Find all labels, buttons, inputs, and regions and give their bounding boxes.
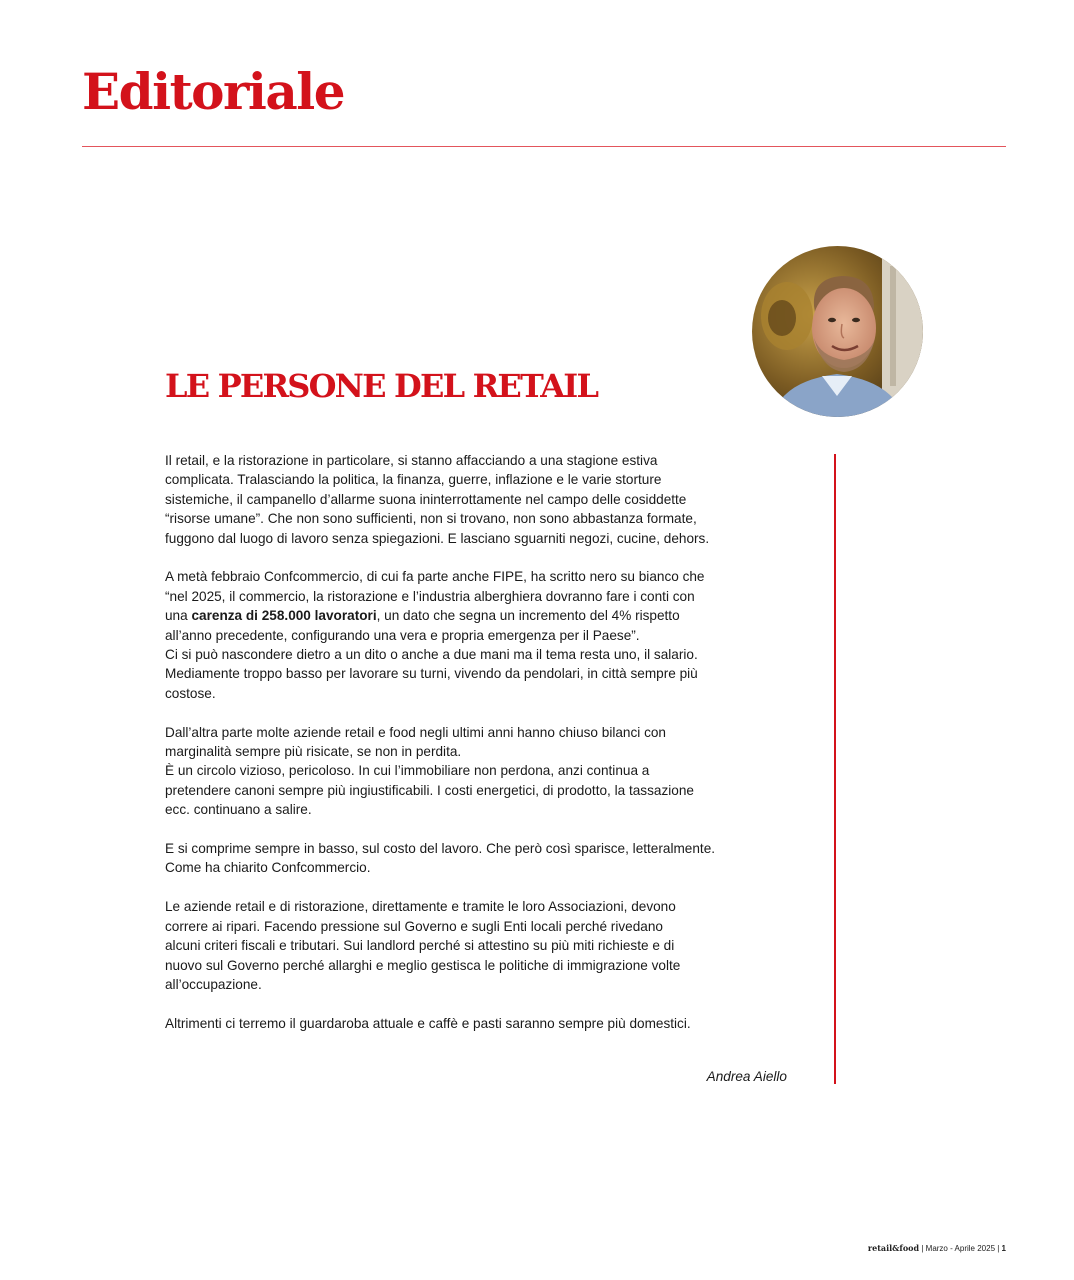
author-signature: Andrea Aiello	[706, 1069, 787, 1084]
paragraph-5-line-1: Le aziende retail e di ristorazione, direttamente e tramite le loro Associazioni, devono	[165, 899, 676, 915]
paragraph-3-line-1: Dall’altra parte molte aziende retail e food negli ultimi anni hanno chiuso bilanci con	[165, 724, 666, 740]
page-footer	[868, 1243, 1006, 1253]
paragraph-2-line-3-suffix: , un dato che segna un incremento del 4% rispetto	[376, 608, 680, 624]
paragraph-6-line-1: Altrimenti ci terremo il guardaroba attuale e caffè e pasti saranno sempre più domestici.	[165, 1015, 691, 1031]
paragraph-5-line-3: alcuni criteri fiscali e tributari. Sui landlord perché si attestino su più miti richieste e di	[165, 938, 675, 954]
footer-issue: | Marzo - Aprile 2025 |	[919, 1244, 1002, 1253]
paragraph-3	[165, 723, 795, 820]
paragraph-2	[165, 567, 795, 703]
paragraph-3-line-4: pretendere canoni sempre più ingiustificabili. I costi energetici, di prodotto, la tassazione	[165, 782, 694, 798]
paragraph-4-line-2: Come ha chiarito Confcommercio.	[165, 860, 371, 876]
highlight-shortage: carenza di 258.000 lavoratori	[191, 608, 377, 624]
paragraph-1-line-3: sistemiche, il campanello d’allarme suona ininterrottamente nel campo delle cosiddette	[165, 491, 687, 507]
paragraph-2-line-3-prefix: una	[165, 608, 192, 624]
paragraph-1-line-1: Il retail, e la ristorazione in particolare, si stanno affacciando a una stagione estiva	[165, 453, 658, 468]
footer-brand: retail&food	[867, 1243, 920, 1253]
paragraph-4-line-1: E si comprime sempre in basso, sul costo del lavoro. Che però così sparisce, letteralmente.	[165, 841, 716, 857]
paragraph-2-line-4: all’anno precedente, configurando una vera e propria emergenza per il Paese”.	[165, 627, 640, 643]
paragraph-2-line-2: “nel 2025, il commercio, la ristorazione e l’industria alberghiera dovranno fare i conti con	[165, 588, 695, 604]
paragraph-2-line-5: Ci si può nascondere dietro a un dito o anche a due mani ma il tema resta uno, il salario.	[165, 647, 698, 663]
paragraph-1-line-2: complicata. Tralasciando la politica, la finanza, guerre, inflazione e le varie storture	[165, 472, 662, 488]
paragraph-2-line-6: Mediamente troppo basso per lavorare su turni, vivendo da pendolari, in città sempre più	[165, 666, 698, 682]
paragraph-2-line-7: costose.	[165, 685, 216, 701]
paragraph-3-line-2: marginalità sempre più risicate, se non in perdita.	[165, 744, 462, 760]
title-divider	[82, 146, 1006, 147]
paragraph-1-line-4: “risorse umane”. Che non sono sufficienti, non si trovano, non sono abbastanza formate,	[165, 511, 697, 527]
paragraph-3-line-5: ecc. continuano a salire.	[165, 802, 312, 818]
paragraph-1-line-5: fuggono dal luogo di lavoro senza spiegazioni. E lasciano sguarniti negozi, cucine, dehors.	[165, 530, 710, 546]
paragraph-3-line-3: È un circolo vizioso, pericoloso. In cui l’immobiliare non perdona, anzi continua a	[165, 763, 650, 779]
article-body	[165, 451, 795, 1053]
paragraph-5	[165, 897, 795, 994]
paragraph-5-line-4: nuovo sul Governo perché allarghi e meglio gestisca le politiche di immigrazione volte	[165, 957, 681, 973]
section-title: Editoriale	[82, 62, 345, 121]
paragraph-5-line-5: all’occupazione.	[165, 976, 262, 992]
author-photo	[752, 246, 923, 417]
page-number: 1	[1001, 1244, 1006, 1253]
paragraph-5-line-2: correre ai ripari. Facendo pressione sul Governo e sugli Enti locali perché rivedano	[165, 918, 663, 934]
article-title: LE PERSONE DEL RETAIL	[165, 367, 598, 405]
paragraph-6	[165, 1014, 795, 1033]
paragraph-2-line-1: A metà febbraio Confcommercio, di cui fa parte anche FIPE, ha scritto nero su bianco che	[165, 569, 705, 585]
paragraph-4	[165, 839, 795, 878]
paragraph-1	[165, 451, 795, 548]
vertical-accent-rule	[834, 454, 836, 1084]
